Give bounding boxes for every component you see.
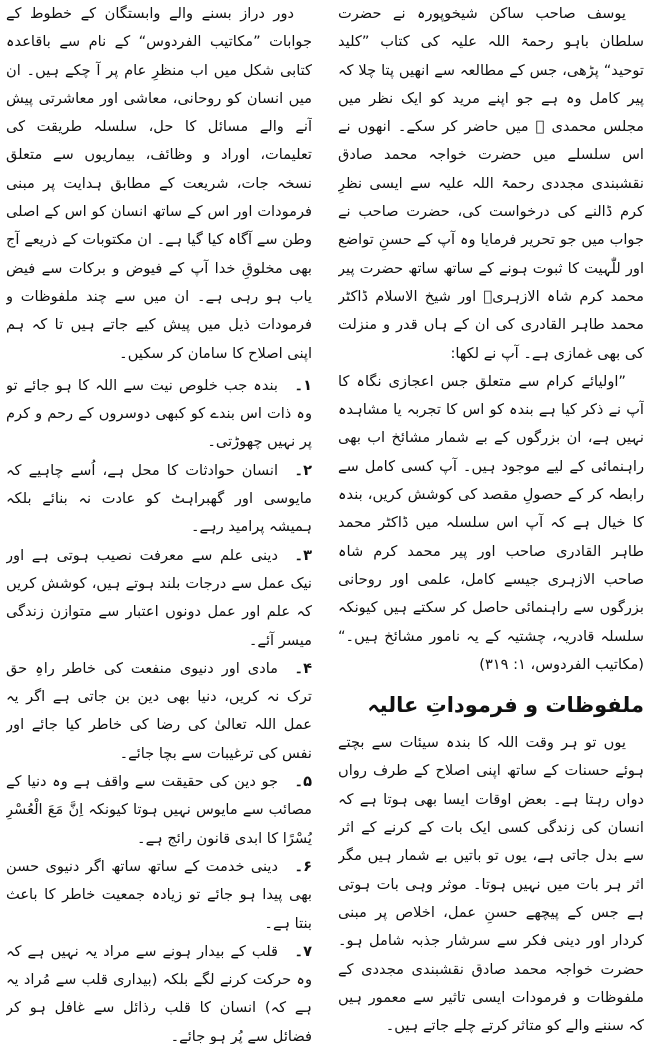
- list-item: [6, 372, 312, 457]
- item-text: انسان حوادثات کا محل ہے، اُسے چاہیے کہ مایوسی اور گھبراہٹ کو عادت نہ بنائے بلکہ ہمیشہ پرامید رہے۔: [6, 461, 312, 536]
- item-number: ۲۔: [294, 461, 312, 479]
- right-intro-paragraph: یوسف صاحب ساکن شیخوپورہ نے حضرت سلطان باہو رحمۃ اللہ علیہ کی کتاب ”کلید توحید“ پڑھی، جس کے مطالعہ سے انھیں پتا چلا کہ پیر کامل وہ ہے جو اپنے مرید کو ایک نظر میں مجلس محمدی ﷺ میں حاضر کر سکے۔ انھوں نے اس سلسلے میں حضرت خواجہ محمد صادق نقشبندی مجددی رحمۃ اللہ علیہ سے ایسی نظرِ کرم ڈالنے کی درخواست کی، حضرت صاحب نے جواب میں جو تحریر فرمایا وہ آپ کے حسنِ تواضع اور للّٰہیت کا ثبوت ہونے کے ساتھ ساتھ حضرت پیر محمد کرم شاہ الازہریؒ اور شیخ الاسلام ڈاکٹر محمد طاہر القادری کی ان کے ہاں قدر و منزلت کی بھی غمازی ہے۔ آپ نے لکھا:: [338, 5, 644, 362]
- item-number: ۱۔: [294, 376, 312, 394]
- item-text: جو دین کی حقیقت سے واقف ہے وہ دنیا کے مصائب سے مایوس نہیں ہوتا کیونکہ اِنَّ مَعَ الْعُسْرِ یُسْرًا کا ابدی قانون رائج ہے۔: [6, 773, 312, 847]
- list-item: [6, 457, 312, 542]
- right-column: [338, 0, 644, 1044]
- list-item: [6, 853, 312, 938]
- list-item: [6, 542, 312, 655]
- list-item: [6, 938, 312, 1044]
- list-item: [6, 768, 312, 853]
- item-number: ۴۔: [294, 659, 312, 677]
- section-heading: ملفوظات و فرموداتِ عالیہ: [367, 693, 644, 718]
- item-number: ۶۔: [294, 857, 312, 875]
- list-item: [6, 655, 312, 768]
- left-column: [6, 0, 312, 1044]
- item-text: قلب کے بیدار ہونے سے مراد یہ نہیں ہے کہ وہ حرکت کرنے لگے بلکہ (بیداری قلب سے مُراد یہ ہے کہ) انسان کا قلب رذائل سے غافل ہو کر فضائل سے پُر ہو جائے۔: [6, 942, 312, 1044]
- sayings-intro-paragraph: یوں تو ہر وقت اللہ کا بندہ سیئات سے بچتے ہوئے حسنات کے ساتھ اپنی اصلاح کے طرف رواں دواں رہتا ہے۔ بعض اوقات ایسا بھی ہوتا ہے کہ انسان کی زندگی کسی ایک بات کے کرنے کے اثر سے بدل جاتی ہے، یوں تو باتیں بے شمار ہیں مگر اثر ہر بات میں نہیں ہوتا۔ موثر وہی بات ہوتی ہے جس کے پیچھے حسنِ عمل، اخلاص پر مبنی کردار اور دینی فکر سے سرشار جذبہ شامل ہو۔ حضرت خواجہ محمد صادق نقشبندی مجددی کے ملفوظات و فرمودات ایسی تاثیر سے معمور ہیں کہ سننے والے کو متاثر کرتے چلے جاتے ہیں۔: [338, 734, 644, 1035]
- item-text: مادی اور دنیوی منفعت کی خاطر راہِ حق ترک نہ کریں، دنیا بھی دین بن جاتی ہے اگر یہ عمل اللہ تعالیٰ کی رضا کی خاطر کیا جائے اور نفس کی ترغیبات سے بچا جائے۔: [6, 659, 312, 762]
- item-text: دینی خدمت کے ساتھ ساتھ اگر دنیوی حسن بھی پیدا ہو جائے تو زیادہ جمعیت خاطر کا باعث بنتا ہے۔: [6, 857, 312, 932]
- item-number: ۵۔: [294, 773, 312, 791]
- left-intro-paragraph: دور دراز بسنے والے وابستگان کے خطوط کے جوابات ”مکاتیب الفردوس“ کے نام سے باقاعدہ کتابی شکل میں اب منظرِ عام پر آ چکے ہیں۔ ان میں انسان کو روحانی، معاشی اور معاشرتی پیش آنے والے مسائل کا حل، سلسلہ طریقت کی تعلیمات، اوراد و وظائف، بیماریوں سے متعلق نسخہ جات، شریعت کے مطابق ہدایت پر مبنی فرمودات اور اس کے ساتھ انسان کو اس کے اصلی وطن سے آگاہ کیا گیا ہے۔ ان مکتوبات کے ذریعے آج بھی مخلوقِ خدا آپ کے فیوض و برکات سے فیض یاب ہو رہی ہے۔ ان میں سے چند ملفوظات و فرمودات ذیل میں پیش کیے جاتے ہیں تا کہ ہم اپنی اصلاح کا سامان کر سکیں۔: [6, 5, 312, 362]
- item-text: دینی علم سے معرفت نصیب ہوتی ہے اور نیک عمل سے درجات بلند ہوتے ہیں، کوشش کریں کہ علم اور عمل دونوں اعتبار سے متوازن زندگی میسر آئے۔: [6, 546, 312, 649]
- quote-paragraph: ”اولیائے کرام سے متعلق جس اعجازی نگاہ کا آپ نے ذکر کیا ہے بندہ کو اس کا تجربہ یا مشاہدہ نہیں ہے، ان بزرگوں کے بے شمار مشائخ اب بھی راہنمائی کے لیے موجود ہیں۔ آپ کسی کامل سے رابطہ کر کے حصولِ مقصد کی کوشش کریں، بندہ کا خیال ہے کہ آپ اس سلسلہ میں ڈاکٹر محمد طاہر القادری صاحب اور پیر محمد کرم شاہ صاحب الازہری جیسے کامل، علمی اور روحانی بزرگوں سے راہنمائی حاصل کر سکتے ہیں کیونکہ سلسلہ قادریہ، چشتیہ کے یہ نامور مشائخ ہیں۔“ (مکاتیب الفردوس، ۱: ۳۱۹): [338, 372, 644, 673]
- item-number: ۷۔: [294, 942, 312, 960]
- sayings-list: [6, 372, 312, 1044]
- item-number: ۳۔: [294, 546, 312, 564]
- item-text: بندہ جب خلوص نیت سے اللہ کا ہو جائے تو وہ ذات اس بندے کو کبھی دوسروں کے رحم و کرم پر نہیں چھوڑتی۔: [6, 376, 312, 451]
